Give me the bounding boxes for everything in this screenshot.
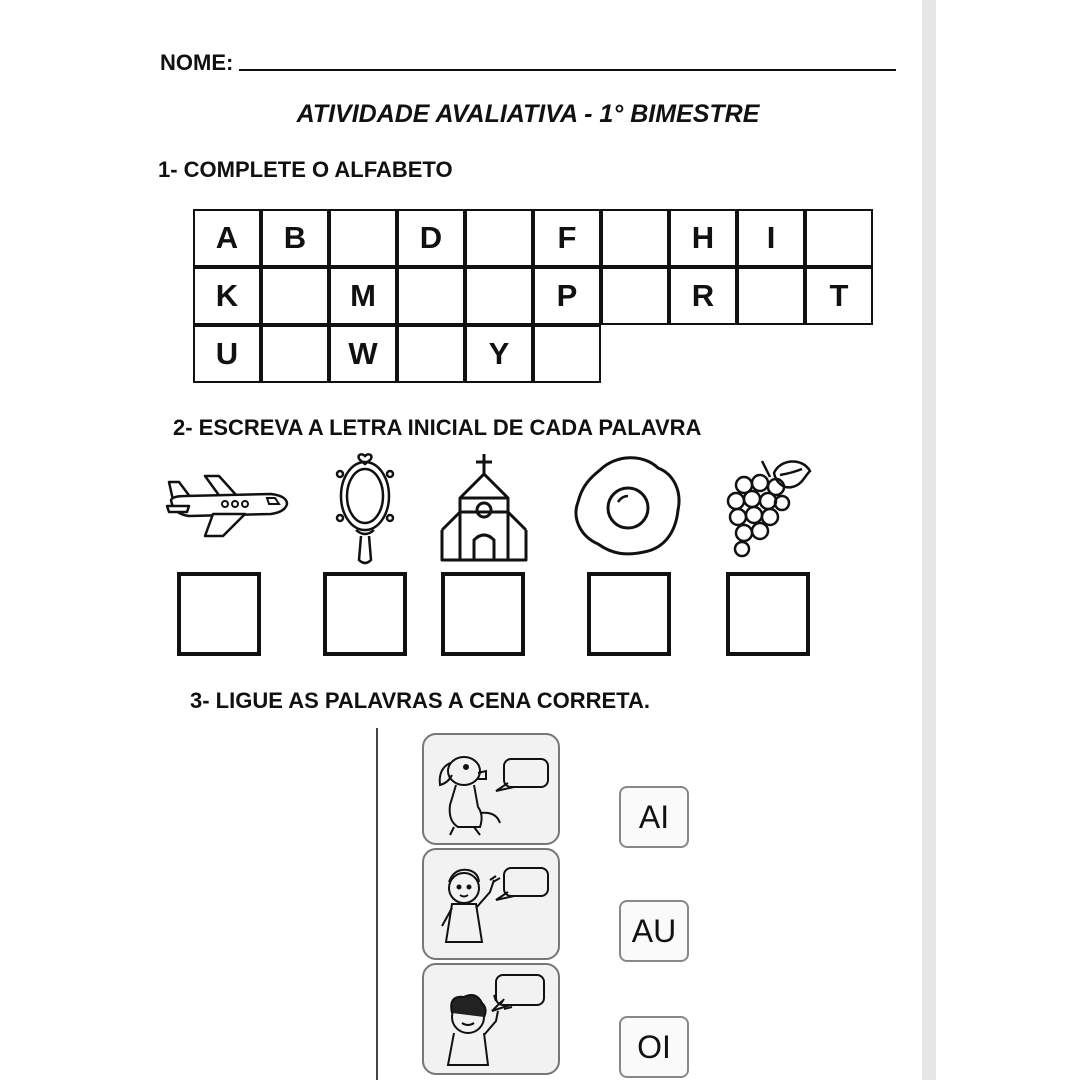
q1-heading: 1- COMPLETE O ALFABETO <box>158 157 453 182</box>
divider-line <box>376 728 378 1080</box>
answer-box-airplane[interactable] <box>177 572 261 656</box>
alphabet-cell[interactable] <box>465 209 533 267</box>
alphabet-cell[interactable] <box>737 267 805 325</box>
alphabet-cell[interactable]: M <box>329 267 397 325</box>
alphabet-cell[interactable]: Y <box>465 325 533 383</box>
alphabet-cell[interactable] <box>261 267 329 325</box>
word-card-au[interactable]: AU <box>619 900 689 962</box>
alphabet-cell[interactable] <box>397 325 465 383</box>
alphabet-cell[interactable]: A <box>193 209 261 267</box>
alphabet-cell[interactable]: B <box>261 209 329 267</box>
q2-heading: 2- ESCREVA A LETRA INICIAL DE CADA PALAVRA <box>173 415 702 440</box>
alphabet-cell[interactable] <box>805 209 873 267</box>
alphabet-cell[interactable]: F <box>533 209 601 267</box>
answer-box-egg[interactable] <box>587 572 671 656</box>
answer-box-mirror[interactable] <box>323 572 407 656</box>
egg-icon <box>570 452 686 558</box>
church-icon <box>438 452 530 562</box>
alphabet-cell[interactable] <box>533 325 601 383</box>
word-card-ai[interactable]: AI <box>619 786 689 848</box>
barking-dog-icon <box>424 735 558 843</box>
alphabet-cell[interactable]: R <box>669 267 737 325</box>
page-title: ATIVIDADE AVALIATIVA - 1° BIMESTRE <box>296 100 760 128</box>
scene-card-dog[interactable] <box>422 733 560 845</box>
alphabet-cell[interactable] <box>601 209 669 267</box>
answer-box-grapes[interactable] <box>726 572 810 656</box>
airplane-icon <box>163 470 291 542</box>
name-row <box>160 44 896 76</box>
alphabet-cell[interactable]: P <box>533 267 601 325</box>
alphabet-cell[interactable]: U <box>193 325 261 383</box>
alphabet-cell[interactable] <box>261 325 329 383</box>
alphabet-cell[interactable]: W <box>329 325 397 383</box>
name-label: NOME: <box>160 50 234 75</box>
alphabet-cell[interactable]: I <box>737 209 805 267</box>
alphabet-cell[interactable]: H <box>669 209 737 267</box>
alphabet-cell[interactable]: D <box>397 209 465 267</box>
alphabet-cell[interactable] <box>601 267 669 325</box>
scene-card-hurt-child[interactable] <box>422 963 560 1075</box>
word-card-oi[interactable]: OI <box>619 1016 689 1078</box>
page-edge <box>922 0 936 1080</box>
alphabet-cell[interactable] <box>329 209 397 267</box>
alphabet-cell[interactable]: T <box>805 267 873 325</box>
waving-child-icon <box>424 850 558 958</box>
scene-card-waving-child[interactable] <box>422 848 560 960</box>
name-answer-line[interactable] <box>239 69 896 71</box>
alphabet-cell[interactable] <box>465 267 533 325</box>
alphabet-cell[interactable] <box>397 267 465 325</box>
answer-box-church[interactable] <box>441 572 525 656</box>
hurt-child-icon <box>424 965 558 1073</box>
grapes-icon <box>722 455 814 559</box>
alphabet-cell[interactable]: K <box>193 267 261 325</box>
mirror-icon <box>330 452 400 566</box>
q3-heading: 3- LIGUE AS PALAVRAS A CENA CORRETA. <box>190 688 650 713</box>
